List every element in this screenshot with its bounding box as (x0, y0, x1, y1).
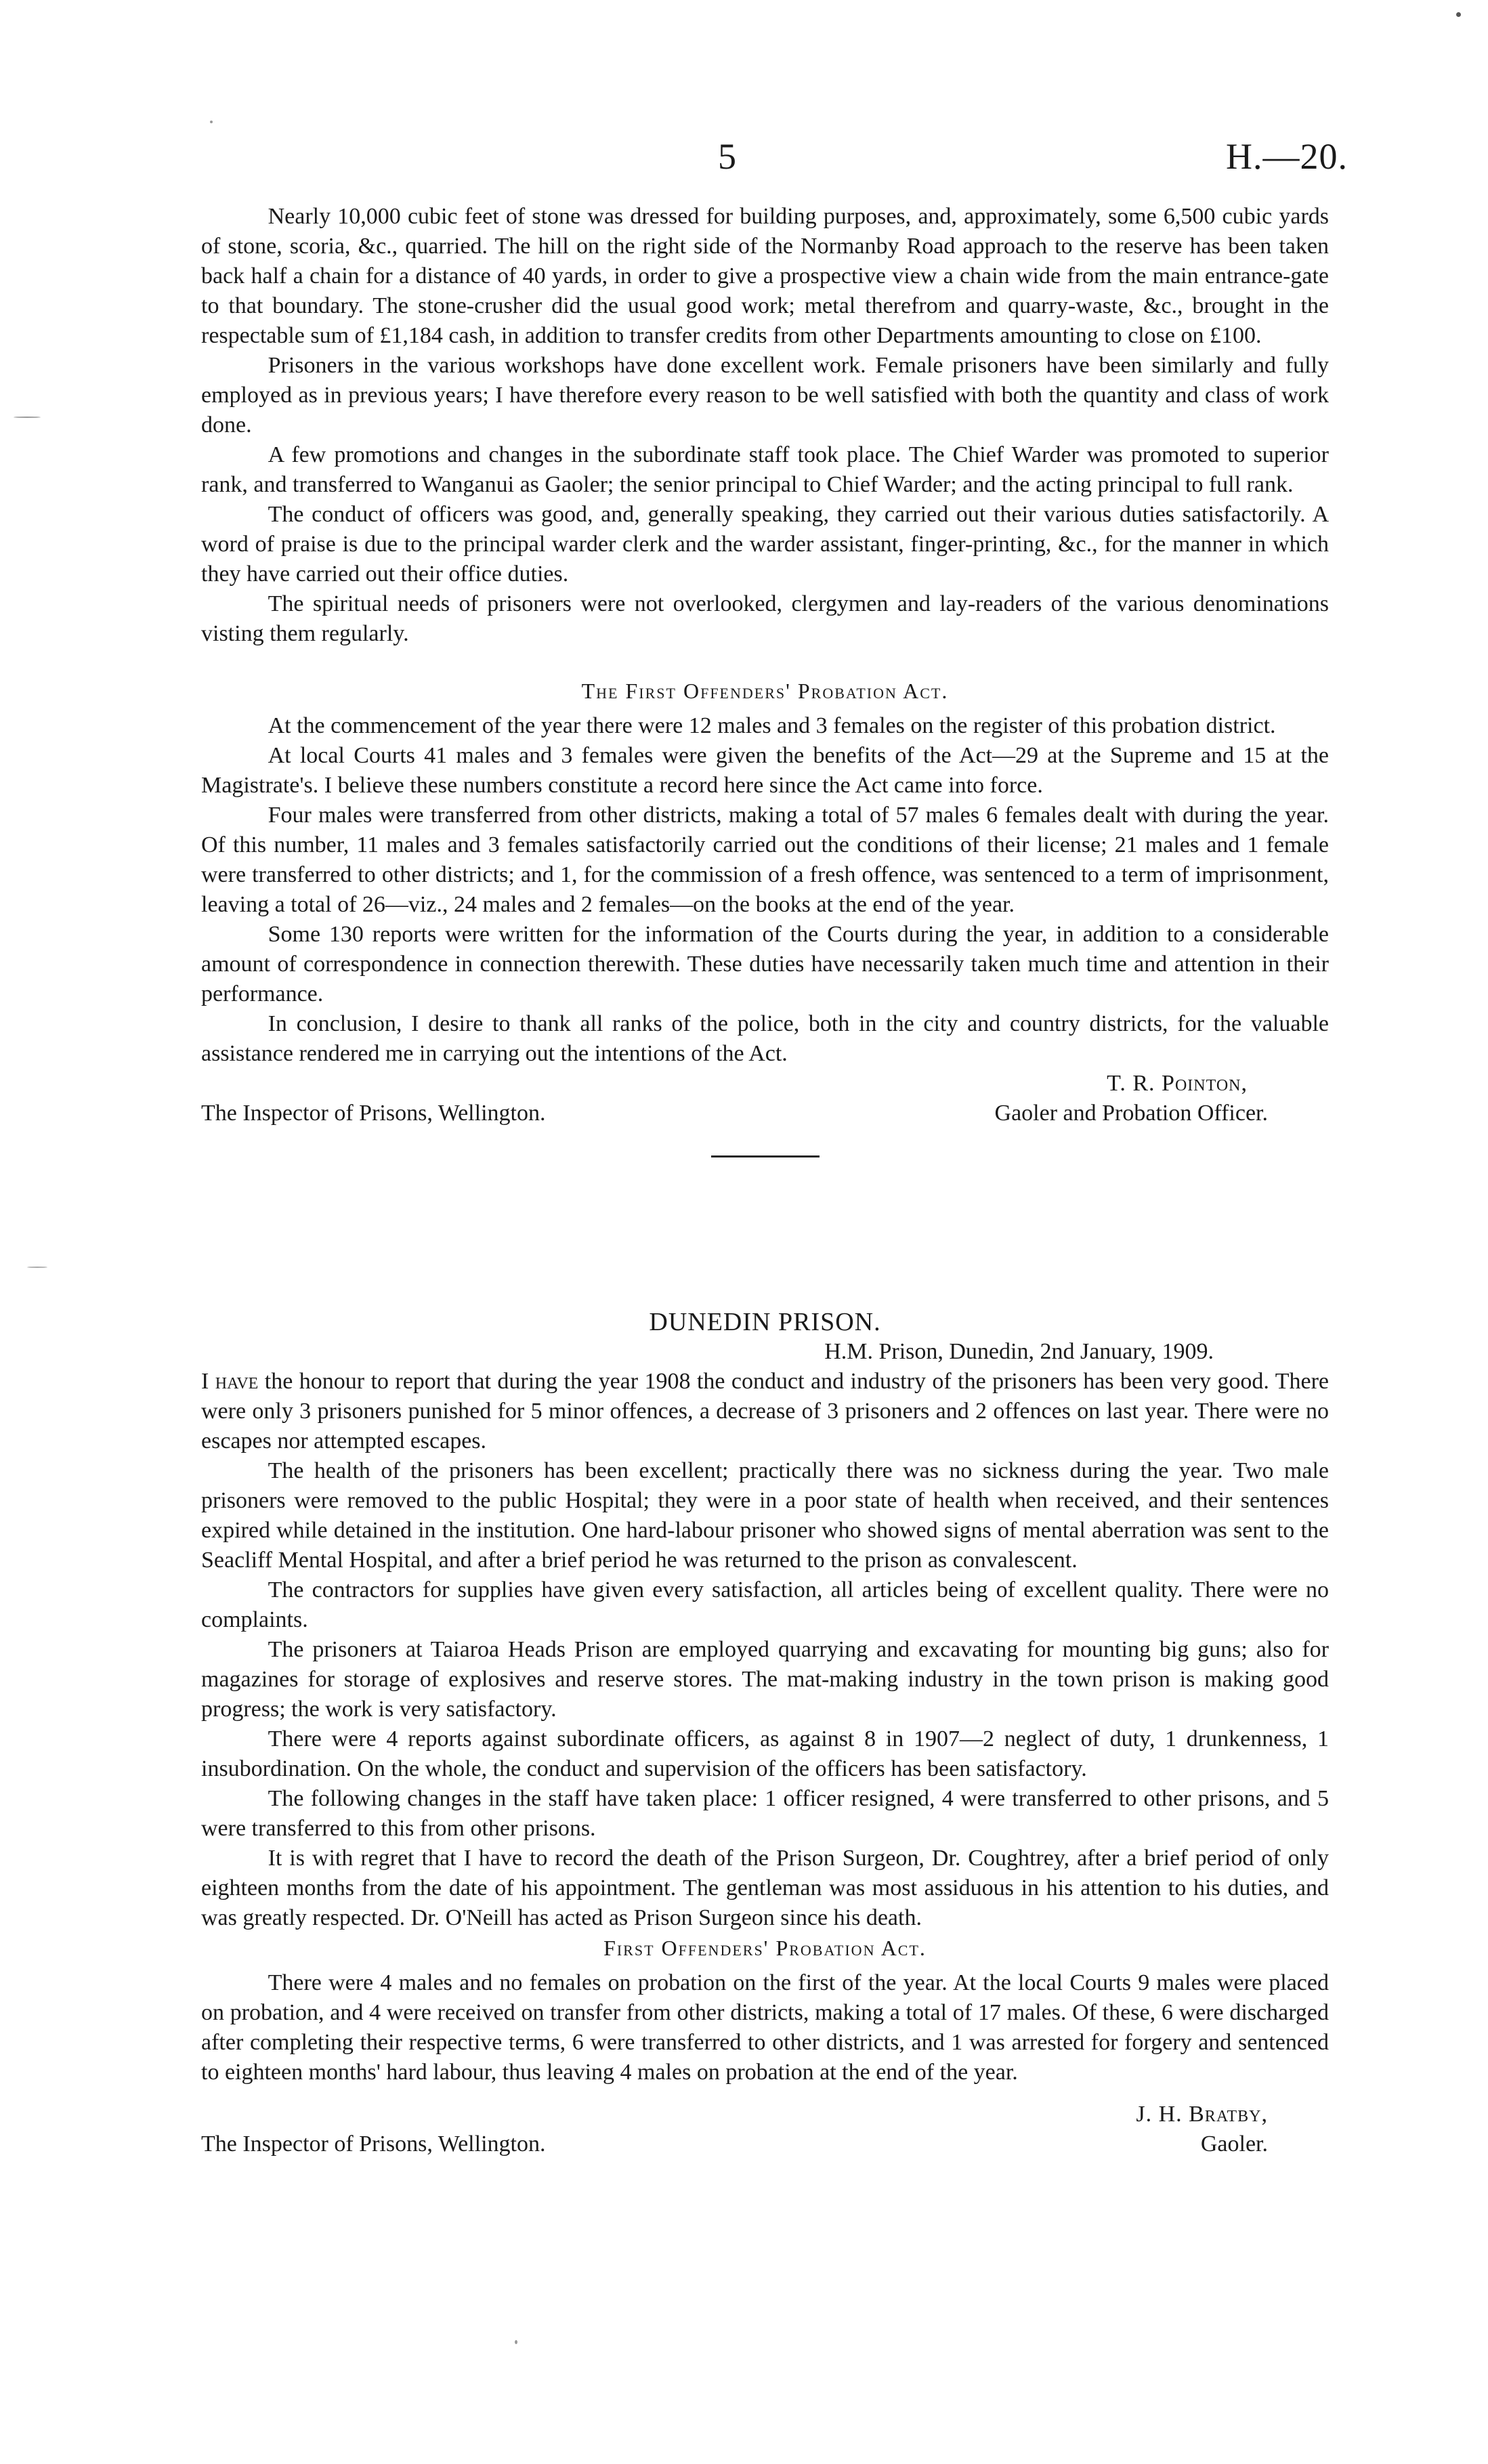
paragraph: In conclusion, I desire to thank all ranks of the police, both in the city and country districts, for the valuable assistance rendered me in carrying out the intentions of the Act. (201, 1011, 1329, 1066)
page-header (203, 135, 1348, 190)
paragraph: The conduct of officers was good, and, generally speaking, they carried out their various duties satisfactorily. A word of praise is due to the principal warder clerk and the warder assistant, finger-printing, &c., for the manner in which they have carried out their office duties. (201, 502, 1329, 587)
signatory-title: Gaoler and Probation Officer. (994, 1101, 1268, 1126)
report-section-1 (201, 202, 1329, 1157)
paragraph: A few promotions and changes in the subordinate staff took place. The Chief Warder was promoted to superior rank, and transferred to Wanganui as Gaoler; the senior principal to Chief Warder; and the acting principal to full rank. (201, 442, 1329, 497)
scan-speck (27, 1267, 47, 1268)
addressee: The Inspector of Prisons, Wellington. (201, 2131, 546, 2157)
paragraph: Some 130 reports were written for the information of the Courts during the year, in addition to a considerable amount of correspondence in connection therewith. These duties have necessarily taken much time and attention in their performance. (201, 922, 1329, 1006)
signatory-name: T. R. Pointon, (1107, 1071, 1248, 1096)
scan-speck (14, 417, 41, 418)
report-section-dunedin (201, 1307, 1329, 2159)
paragraph: The contractors for supplies have given every satisfaction, all articles being of excellent quality. There were no complaints. (201, 1577, 1329, 1632)
signature-block (201, 2100, 1329, 2159)
dunedin-prison-heading: DUNEDIN PRISON. (649, 1308, 881, 1336)
opening-paragraph (201, 1367, 1329, 1456)
signatory-name: J. H. Bratby, (1136, 2102, 1268, 2127)
paragraph: It is with regret that I have to record the death of the Prison Surgeon, Dr. Coughtrey, after a brief period of only eighteen months from the date of his appointment. The gentleman was most assiduous in his attention to his duties, and was greatly respected. Dr. O'Neill has acted as Prison Surgeon since his death. (201, 1846, 1329, 1930)
scan-speck (515, 2340, 517, 2344)
paragraph: The following changes in the staff have taken place: 1 officer resigned, 4 were transferred to other prisons, and 5 were transferred to this from other prisons. (201, 1786, 1329, 1841)
opening-words: I have (201, 1369, 259, 1394)
page-number: 5 (718, 136, 736, 177)
opening-text: the honour to report that during the year 1908 the conduct and industry of the prisoners has been very good. There were only 3 prisoners punished for 5 minor offences, a decrease of 3 prisoners and 2 offences on last year. There were no escapes nor attempted escapes. (201, 1369, 1330, 1453)
scan-speck (210, 121, 213, 123)
paragraph: At local Courts 41 males and 3 females were given the benefits of the Act—29 at the Supreme and 15 at the Magistrate's. I believe these numbers constitute a record here since the Act came into force. (201, 743, 1329, 798)
paragraph: There were 4 males and no females on probation on the first of the year. At the local Courts 9 males were placed on probation, and 4 were received on transfer from other districts, making a total of 17 males. Of these, 6 were discharged after completing their respective terms, 6 were transferred to other districts, and 1 was arrested for forgery and sentenced to eighteen months' hard labour, thus leaving 4 males on probation at the end of the year. (201, 1970, 1329, 2085)
paragraph: The health of the prisoners has been excellent; practically there was no sickness during the year. Two male prisoners were removed to the public Hospital; they were in a poor state of health when received, and their sentences expired while detained in the institution. One hard-labour prisoner who showed signs of mental aberration was sent to the Seacliff Mental Hospital, and after a brief period he was returned to the prison as convalescent. (201, 1458, 1329, 1573)
probation-act-heading: First Offenders' Probation Act. (603, 1936, 927, 1960)
probation-act-heading: The First Offenders' Probation Act. (581, 679, 949, 703)
paragraph: At the commencement of the year there were 12 males and 3 females on the register of this probation district. (268, 713, 1276, 738)
paragraph: Four males were transferred from other districts, making a total of 57 males 6 females dealt with during the year. Of this number, 11 males and 3 females satisfactorily carried out the conditions of their license; 21 males and 1 female were transferred to other districts; and 1, for the commission of a fresh offence, was sentenced to a term of imprisonment, leaving a total of 26—viz., 24 males and 2 females—on the books at the end of the year. (201, 803, 1329, 917)
paragraph: Prisoners in the various workshops have done excellent work. Female prisoners have been similarly and fully employed as in previous years; I have therefore every reason to be well satisfied with both the quantity and class of work done. (201, 353, 1329, 438)
addressee: The Inspector of Prisons, Wellington. (201, 1101, 546, 1126)
paragraph: The prisoners at Taiaroa Heads Prison are employed quarrying and excavating for mounting big guns; also for magazines for storage of explosives and reserve stores. The mat-making industry in the town prison is making good progress; the work is very satisfactory. (201, 1637, 1329, 1722)
paragraph: Nearly 10,000 cubic feet of stone was dressed for building purposes, and, approximately, some 6,500 cubic yards of stone, scoria, &c., quarried. The hill on the right side of the Normanby Road approach to the reserve has been taken back half a chain for a distance of 40 yards, in order to give a prospective view a chain wide from the main entrance-gate to that boundary. The stone-crusher did the usual good work; metal therefrom and quarry-waste, &c., brought in the respectable sum of £1,184 cash, in addition to transfer credits from other Departments amounting to close on £100. (201, 204, 1329, 348)
signatory-title: Gaoler. (1200, 2131, 1268, 2157)
paragraph: There were 4 reports against subordinate officers, as against 8 in 1907—2 neglect of duty, 1 drunkenness, 1 insubordination. On the whole, the conduct and supervision of the officers has been satisfactory. (201, 1726, 1329, 1781)
paragraph: The spiritual needs of prisoners were not overlooked, clergymen and lay-readers of the various denominations visting them regularly. (201, 591, 1329, 646)
signature-block (201, 1069, 1329, 1128)
scan-speck (1456, 12, 1461, 17)
date-line: H.M. Prison, Dunedin, 2nd January, 1909. (824, 1339, 1214, 1364)
document-reference: H.—20. (1226, 136, 1348, 177)
section-divider (711, 1155, 820, 1157)
